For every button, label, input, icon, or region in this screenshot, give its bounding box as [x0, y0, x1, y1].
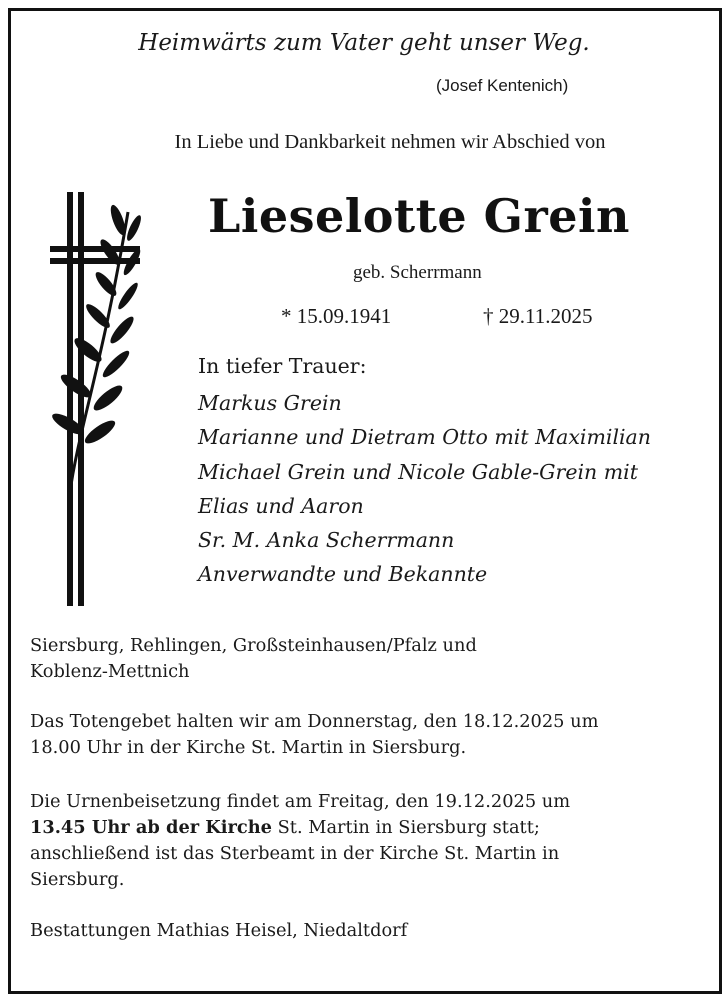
motto-quote: Heimwärts zum Vater geht unser Weg.	[138, 30, 590, 56]
maiden-name: geb. Scherrmann	[353, 262, 482, 283]
mourner-name: Anverwandte und Bekannte	[198, 562, 488, 587]
intro-line: In Liebe und Dankbarkeit nehmen wir Abschied von	[174, 131, 606, 153]
places-line: Siersburg, Rehlingen, Großsteinhausen/Pfalz und	[30, 635, 477, 656]
burial-line: anschließend ist das Sterbeamt in der Kirche St. Martin in	[30, 843, 560, 864]
mourner-name: Markus Grein	[198, 391, 342, 415]
mourning-heading: In tiefer Trauer:	[198, 354, 367, 378]
mourner-name: Elias und Aaron	[198, 493, 364, 518]
places-paragraph	[30, 633, 710, 685]
prayer-paragraph	[30, 709, 710, 761]
burial-time-highlight: 13.45 Uhr ab der Kirche	[30, 817, 272, 838]
birth-date: * 15.09.1941	[281, 304, 392, 328]
mourner-name: Marianne und Dietram Otto mit Maximilian	[198, 425, 651, 450]
cross-with-palm-branch-icon	[48, 192, 152, 608]
mourner-name: Sr. M. Anka Scherrmann	[198, 528, 455, 553]
prayer-line: Das Totengebet halten wir am Donnerstag, den 18.12.2025 um	[30, 711, 599, 732]
burial-line: Siersburg.	[30, 869, 125, 890]
mourners-list	[198, 388, 651, 594]
mourner-name: Michael Grein und Nicole Gable-Grein mit	[198, 459, 638, 484]
deceased-name: Lieselotte Grein	[208, 189, 630, 243]
burial-line: Die Urnenbeisetzung findet am Freitag, den 19.12.2025 um	[30, 791, 571, 812]
burial-line	[30, 815, 710, 841]
prayer-line: 18.00 Uhr in der Kirche St. Martin in Siersburg.	[30, 737, 467, 758]
places-line: Koblenz-Mettnich	[30, 661, 190, 682]
burial-line-rest: St. Martin in Siersburg statt;	[271, 817, 540, 838]
undertaker-line: Bestattungen Mathias Heisel, Niedaltdorf	[30, 920, 408, 941]
death-date: † 29.11.2025	[483, 304, 593, 328]
motto-author: (Josef Kentenich)	[436, 76, 569, 95]
burial-paragraph	[30, 789, 710, 893]
